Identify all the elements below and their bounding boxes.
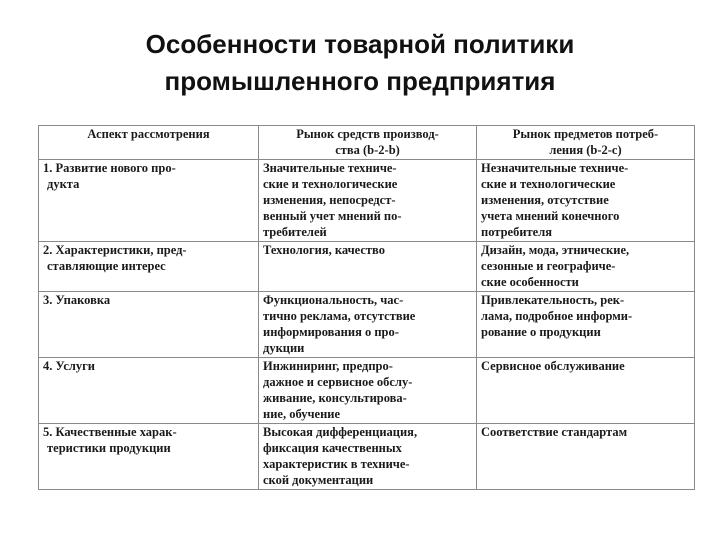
row-4-b2b: Инжиниринг, предпро- дажное и сервисное обслу- живание, консультирова- ние, обучение [259, 358, 477, 424]
table-row [39, 292, 695, 358]
row-2-aspect: 2. Характеристики, пред- ставляющие интерес [39, 242, 259, 292]
page-title-line-2: промышленного предприятия [164, 66, 556, 96]
row-4-aspect: 4. Услуги [39, 358, 259, 424]
row-2-b2b: Технология, качество [259, 242, 477, 292]
header-b2b: Рынок средств производ- ства (b-2-b) [259, 126, 477, 160]
table-header-row [39, 126, 695, 160]
row-5-b2b: Высокая дифференциация, фиксация качественных характеристик в техниче- ской документации [259, 424, 477, 490]
table-row [39, 424, 695, 490]
page-title-line-1: Особенности товарной политики [145, 29, 575, 59]
row-2-b2c: Дизайн, мода, этнические, сезонные и географиче- ские особенности [477, 242, 695, 292]
row-1-b2c: Незначительные техниче- ские и технологические изменения, отсутствие учета мнений конечного потребителя [477, 160, 695, 242]
comparison-table [38, 125, 695, 490]
header-b2c: Рынок предметов потреб- ления (b-2-c) [477, 126, 695, 160]
header-aspect: Аспект рассмотрения [39, 126, 259, 160]
row-5-aspect: 5. Качественные харак- теристики продукции [39, 424, 259, 490]
table-row [39, 358, 695, 424]
row-1-aspect: 1. Развитие нового про- дукта [39, 160, 259, 242]
row-1-b2b: Значительные техниче- ские и технологические изменения, непосредст- венный учет мнений по- требителей [259, 160, 477, 242]
row-3-b2c: Привлекательность, рек- лама, подробное информи- рование о продукции [477, 292, 695, 358]
row-5-b2c: Соответствие стандартам [477, 424, 695, 490]
row-3-b2b: Функциональность, час- тично реклама, отсутствие информирования о про- дукции [259, 292, 477, 358]
page-title [0, 26, 720, 100]
row-3-aspect: 3. Упаковка [39, 292, 259, 358]
row-4-b2c: Сервисное обслуживание [477, 358, 695, 424]
table-row [39, 242, 695, 292]
table-row [39, 160, 695, 242]
